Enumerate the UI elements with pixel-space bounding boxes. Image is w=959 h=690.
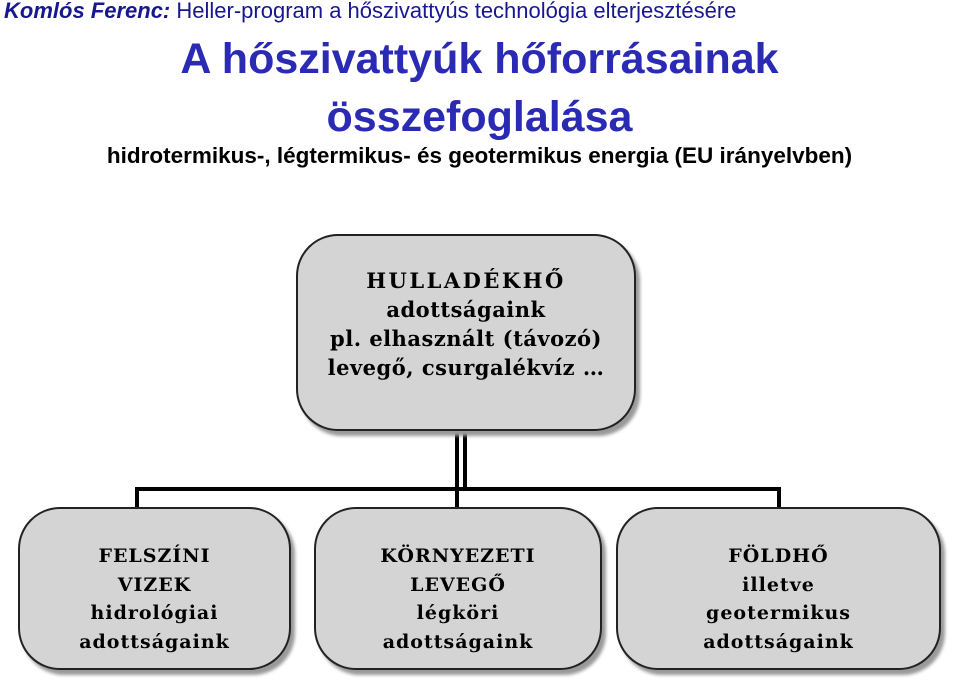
node-ambient-air-line-3: légköri [416,602,500,624]
node-waste-heat-line-4: levegő, csurgalékvíz … [327,355,605,380]
header-author: Komlós Ferenc: [4,0,171,23]
node-ground-heat-line-1: FÖLDHŐ [728,545,829,567]
node-ground-heat [616,507,941,670]
node-ground-heat-line-3: geotermikus [706,602,851,624]
node-surface-waters [18,507,291,670]
connector-drop-mid [455,487,459,509]
node-ambient-air [314,507,602,670]
node-surface-waters-line-2: VIZEK [117,573,192,596]
node-surface-waters-line-1: FELSZÍNI [98,545,211,567]
page-subtitle: hidrotermikus-, légtermikus- és geotermikus energia (EU irányelvben) [106,143,853,168]
connector-vertical-left [455,431,459,491]
node-surface-waters-line-4: adottságaink [79,630,230,653]
connector-drop-right [777,487,781,509]
node-ambient-air-line-4: adottságaink [382,630,534,653]
node-ground-heat-line-2: illetve [742,573,815,596]
node-surface-waters-line-3: hidrológiai [90,602,219,624]
page-title-line-2: összefoglalása [326,93,633,141]
node-waste-heat [296,234,636,431]
node-ambient-air-line-2: LEVEGŐ [410,573,506,596]
node-waste-heat-line-1: HULLADÉKHŐ [366,268,566,293]
page-title-line-1: A hőszivattyúk hőforrásainak [180,35,779,83]
node-ambient-air-line-1: KÖRNYEZETI [380,545,536,567]
connector-drop-left [135,487,139,509]
header-line [4,0,959,24]
header-subject: Heller-program a hőszivattyús technológia elterjesztésére [170,0,737,23]
node-ground-heat-line-4: adottságaink [703,630,854,653]
connector-vertical-right [463,431,467,491]
node-waste-heat-line-3: pl. elhasznált (távozó) [330,326,602,351]
node-waste-heat-line-2: adottságaink [386,297,546,322]
